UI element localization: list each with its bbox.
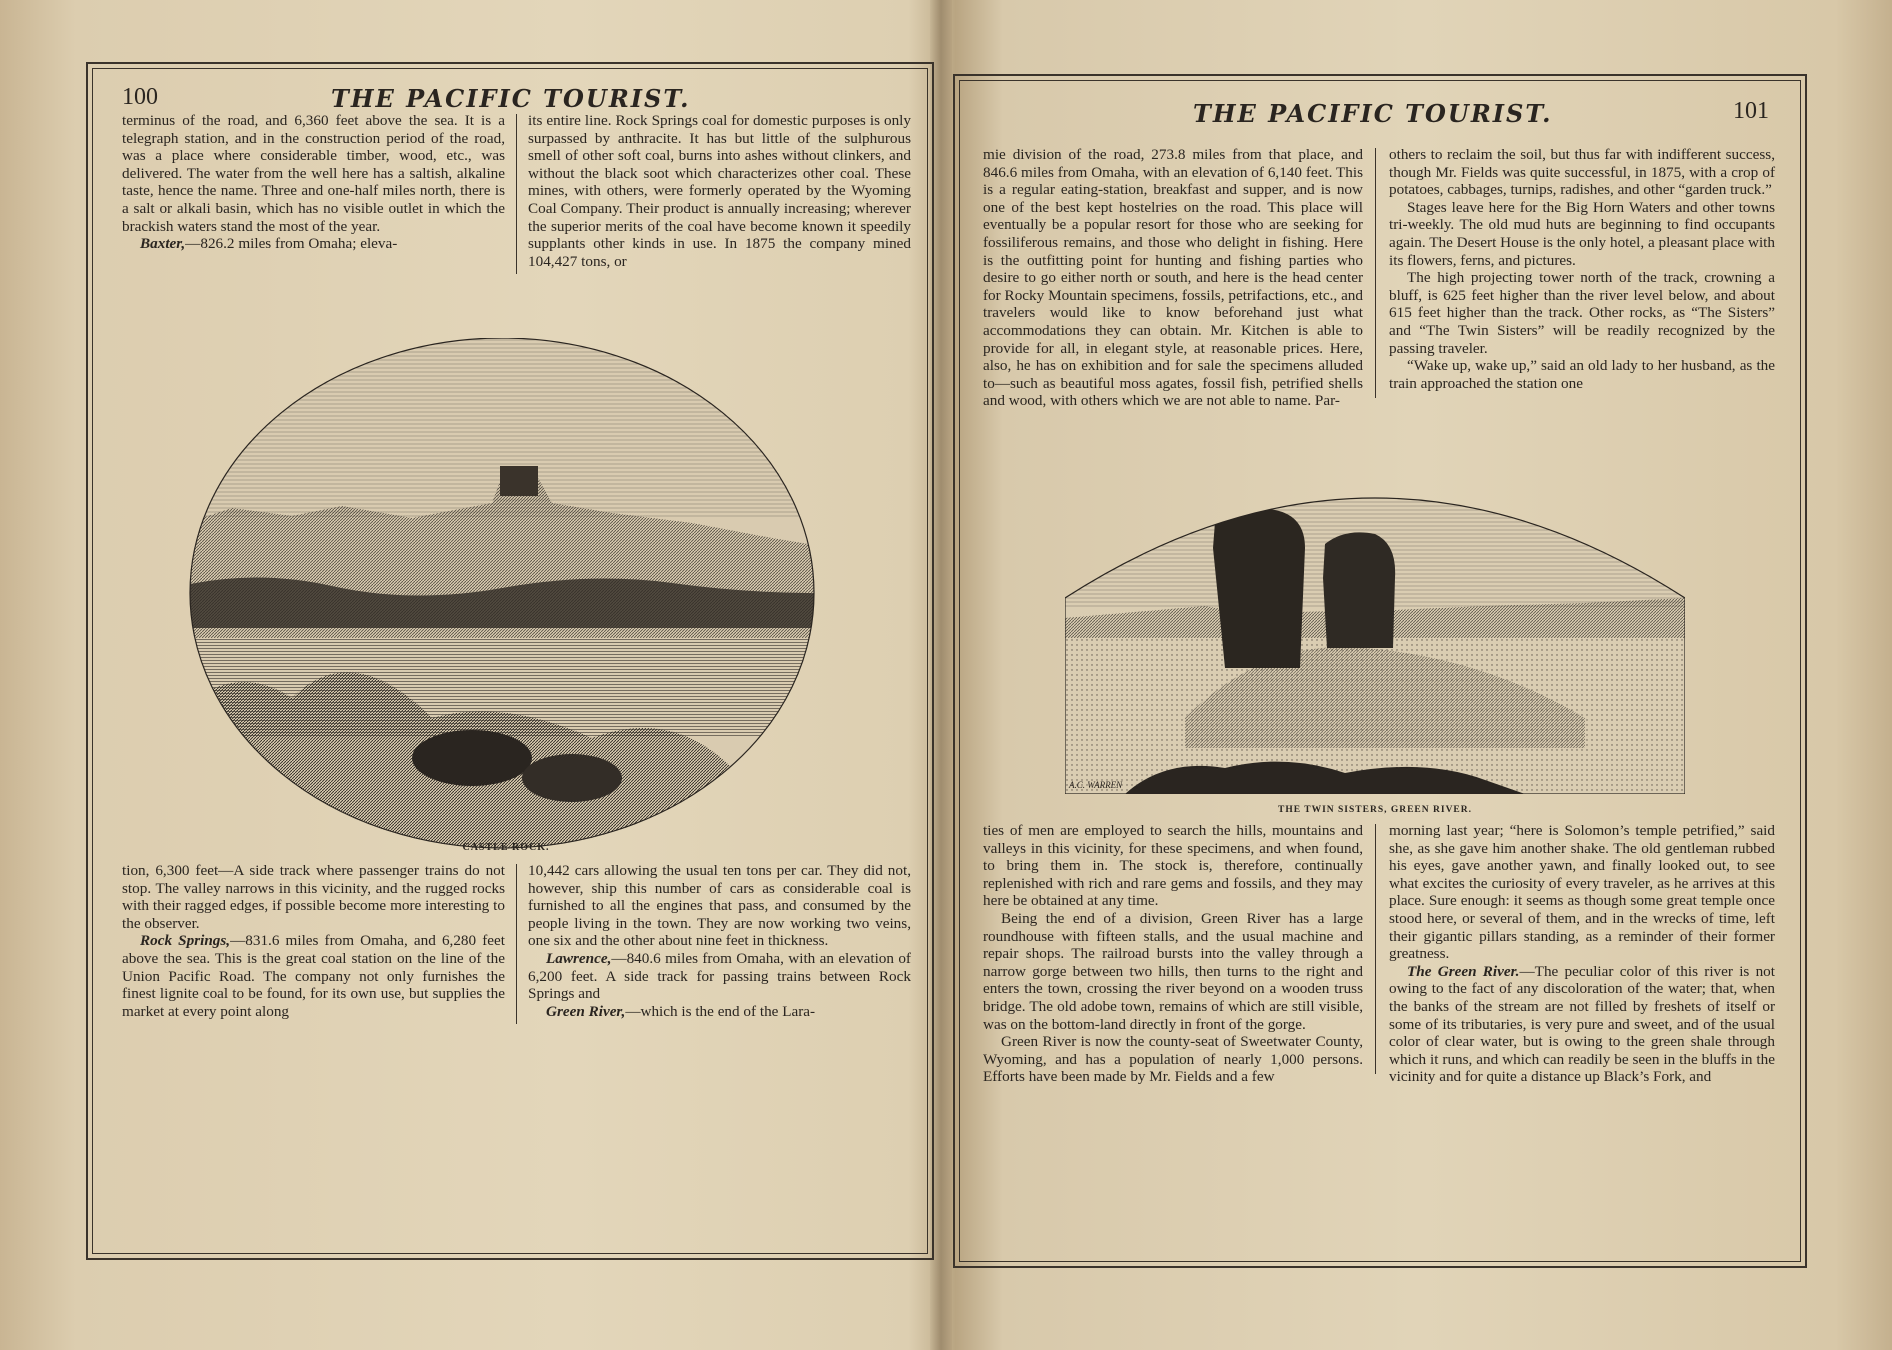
paragraph [528, 112, 911, 270]
paragraph-text: ties of men are employed to search the hills, mountains and valleys in this vicinity, for these specimens, and when found, to bring them in. The stock is, therefore, continually replenished with rich and rare gems and fossils, and they may here be obtained at any time. [983, 822, 1363, 910]
paragraph [122, 112, 505, 235]
column-top-right [1389, 146, 1775, 392]
paragraph-lead: Green River, [546, 1002, 626, 1020]
paragraph-text: —831.6 miles from Omaha, and 6,280 feet above the sea. This is the great coal station on the line of the Union Pacific Road. The company not only furnishes the finest lignite coal to be found, for its own use, but supplies the market at every point along [122, 932, 505, 1020]
paragraph [1389, 822, 1775, 963]
page-number: 101 [1733, 98, 1769, 124]
paragraph-text: Stages leave here for the Big Horn Waters and other towns tri-weekly. The old mud huts are beginning to find occupants again. The Desert House is the only hotel, a pleasant place with its flowers, ferns, and pictures. [1389, 198, 1775, 269]
column-top-left [122, 112, 505, 253]
paragraph-text: —826.2 miles from Omaha; eleva- [185, 235, 398, 253]
paragraph-lead: Baxter, [140, 235, 186, 253]
page-number: 100 [122, 84, 158, 110]
paragraph-text: —The peculiar color of this river is not owing to the fact of any discoloration of the water; that, when the banks of the stream are not filled by freshets of itself or some of its tributaries, is very pure and sweet, and of the usual color of clear water, but is owing to the green shale through which it runs, and which can readily be seen in the bluffs in the vicinity and for quite a distance up Black’s Fork, and [1389, 962, 1775, 1086]
paragraph [983, 822, 1363, 910]
paragraph [983, 910, 1363, 1033]
paragraph-text: —which is the end of the Lara- [625, 1002, 816, 1020]
twin-sisters-illustration [1065, 488, 1685, 794]
column-rule [1375, 148, 1376, 398]
left-page [86, 62, 934, 1260]
paragraph-text: Being the end of a division, Green River has a large roundhouse with fifteen stalls, and the usual machine and repair shops. The railroad bursts into the valley through a narrow gorge between two hills, then turns to the right and enters the town, crossing the river beyond on a wooden truss bridge. The old adobe town, remains of which are still visible, was on the bottom-land directly in front of the gorge. [983, 909, 1363, 1033]
column-bottom-left [122, 862, 505, 1020]
paragraph [1389, 357, 1775, 392]
column-bottom-right [1389, 822, 1775, 1086]
running-title: THE PACIFIC TOURIST. [1193, 99, 1553, 128]
paragraph-text: mie division of the road, 273.8 miles from that place, and 846.6 miles from Omaha, with an elevation of 6,140 feet. This is a regular eating-station, breakfast and supper, and is now one of the best kept hostelries on the road. This place will eventually be a popular resort for those who are seeking for fossiliferous remains, and those who delight in fishing. Here is the outfitting point for hunting and fishing parties who desire to go either north or south, and here is the head center for Rocky Mountain specimens, fossils, petrifactions, etc., and travelers would like to know beforehand just what accommodations they can obtain. Mr. Kitchen is able to provide for all, in elegant style, at reasonable prices. Here, also, he has on exhibition and for sale the specimens alluded to—such as beautiful moss agates, fossil fish, petrified shells and wood, with others which we are not able to name. Par- [983, 146, 1363, 410]
paragraph [1389, 146, 1775, 199]
paragraph-text: Green River is now the county-seat of Sweetwater County, Wyoming, and has a population of nearly 1,000 persons. Efforts have been made by Mr. Fields and a few [983, 1033, 1363, 1086]
right-page [953, 74, 1807, 1268]
paragraph [528, 950, 911, 1003]
illustration-caption: THE TWIN SISTERS, GREEN RIVER. [1277, 805, 1472, 815]
paragraph [528, 862, 911, 950]
paragraph-text: The high projecting tower north of the track, crowning a bluff, is 625 feet higher than the river level below, and about 615 feet higher than the track. Other rocks, as “The Sisters” and “The Twin Sisters” will be readily recognized by the passing traveler. [1389, 269, 1775, 357]
illustration-signature: A.C. WARREN [1069, 780, 1123, 790]
paragraph-text: others to reclaim the soil, but thus far with indifferent success, though Mr. Fields was quite successful, in 1875, with a crop of potatoes, cabbages, turnips, radishes, and other “garden truck.” [1389, 146, 1775, 199]
paragraph-lead: Lawrence, [546, 949, 612, 967]
paragraph-lead: The Green River. [1407, 962, 1520, 980]
paragraph-text: “Wake up, wake up,” said an old lady to her husband, as the train approached the station one [1389, 357, 1775, 392]
column-rule [516, 864, 517, 1024]
column-bottom-right [528, 862, 911, 1020]
paragraph [1389, 199, 1775, 269]
paragraph-text: terminus of the road, and 6,360 feet above the sea. It is a telegraph station, and in the construction period of the road, was a place where considerable timber, wood, etc., was delivered. The water from the well here has a saltish, alkaline taste, hence the name. Three and one-half miles north, there is a salt or alkali basin, which has no visible outlet in which the brackish waters stand the most of the year. [122, 112, 505, 235]
column-rule [516, 114, 517, 274]
column-top-left [983, 146, 1363, 410]
column-top-right [528, 112, 911, 270]
illustration-caption: CASTLE ROCK. [462, 842, 550, 853]
paragraph [122, 235, 505, 253]
paragraph [122, 932, 505, 1020]
paragraph-lead: Rock Springs, [140, 932, 231, 950]
column-rule [1375, 824, 1376, 1074]
running-title: THE PACIFIC TOURIST. [331, 84, 691, 113]
paragraph-text: —840.6 miles from Omaha, with an elevation of 6,200 feet. A side track for passing trains between Rock Springs and [528, 949, 911, 1003]
paragraph [1389, 269, 1775, 357]
paragraph [122, 862, 505, 932]
paragraph-text: morning last year; “here is Solomon’s temple petrified,” said she, as she gave him another shake. The old gentleman rubbed his eyes, gave another yawn, and finally looked out, to see what excites the curiosity of every traveler, as he arrives at this place. Sure enough: it seems as though some great temple once stood here, or several of them, and in the wrecks of time, left their gigantic pillars standing, as a reminder of their former greatness. [1389, 822, 1775, 963]
castle-rock-illustration [172, 338, 832, 898]
paragraph [528, 1003, 911, 1021]
paragraph-text: 10,442 cars allowing the usual ten tons per car. They did not, however, ship this number of cars as considerable coal is furnished to all the engines that pass, and consumed by the people living in the town. They are now working two veins, one six and the other about nine feet in thickness. [528, 862, 911, 950]
column-bottom-left [983, 822, 1363, 1086]
paragraph [983, 1033, 1363, 1086]
paragraph-text: tion, 6,300 feet—A side track where passenger trains do not stop. The valley narrows in this vicinity, and the rugged rocks with their ragged edges, if possible become more interesting to the observer. [122, 862, 505, 932]
paragraph [983, 146, 1363, 410]
paragraph-text: its entire line. Rock Springs coal for domestic purposes is only surpassed by anthracite. It has but little of the sulphurous smell of other soft coal, burns into ashes without clinkers, and without the black soot which characterizes other coal. These mines, with others, were formerly operated by the Wyoming Coal Company. Their product is annually increasing; wherever the superior merits of the coal have become known it speedily supplants other kinds in use. In 1875 the company mined 104,427 tons, or [528, 112, 911, 270]
paragraph [1389, 963, 1775, 1086]
